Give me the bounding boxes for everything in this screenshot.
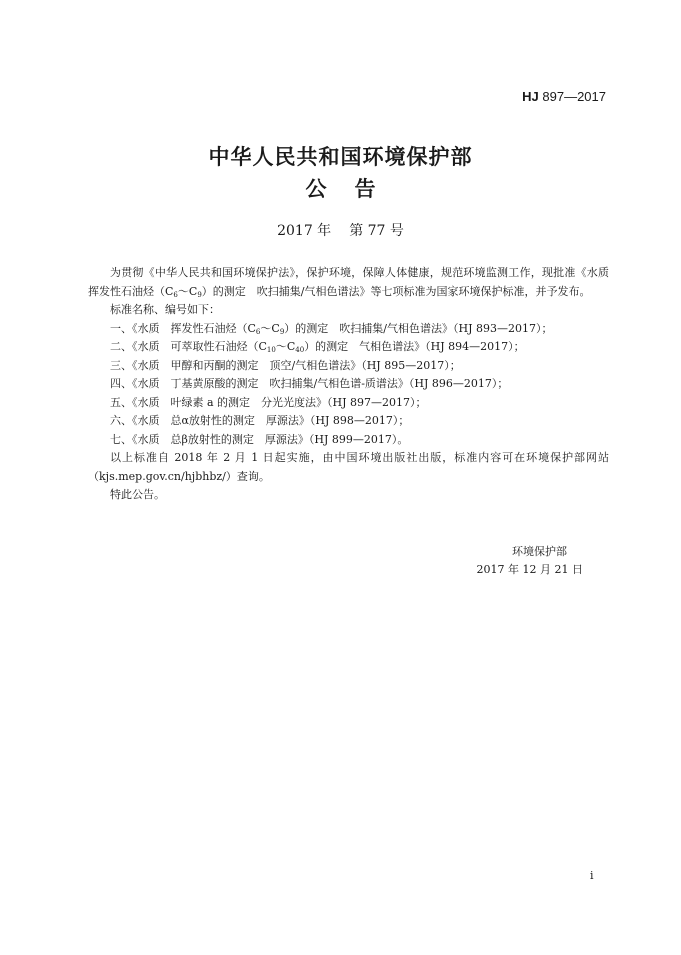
- signature-date: 2017 年 12 月 21 日: [476, 563, 583, 576]
- item2-text-b: ～C: [275, 340, 296, 353]
- announcement-char-1: 公: [305, 177, 327, 201]
- announcement-char-2: 告: [354, 177, 376, 201]
- standard-item-6: 六、《水质 总α放射性的测定 厚源法》（HJ 898—2017）；: [110, 414, 410, 427]
- implementation-paragraph: 以上标准自 2018 年 2 月 1 日起实施，由中国环境出版社出版，标准内容可在环境保护部网站（kjs.mep.gov.cn/hjbhbz/）查询。: [88, 451, 609, 483]
- list-heading: 标准名称、编号如下：: [110, 303, 220, 316]
- announcement-body: [88, 264, 620, 505]
- issue-year: 2017 年: [277, 223, 332, 239]
- standard-code: [522, 89, 606, 104]
- standard-code-number: 897—2017: [538, 89, 606, 104]
- intro-text-c: ）的测定 吹扫捕集/气相色谱法》等七项标准为国家环境保护标准，并予发布。: [201, 284, 591, 298]
- intro-text-a: 为贯彻《中华人民共和国环境保护法》，保护环境，保障人体健康，规范环境监测工作，现批准《水质 挥发性石油烃（C: [88, 266, 620, 298]
- item2-text-a: 二、《水质 可萃取性石油烃（C: [110, 340, 267, 353]
- standard-item-5: 五、《水质 叶绿素 a 的测定 分光光度法》（HJ 897—2017）；: [110, 395, 427, 409]
- closing-line: 特此公告。: [110, 488, 165, 501]
- item1-text-b: ～C: [260, 321, 280, 335]
- item2-subscript-2: 40: [295, 346, 305, 354]
- issue-number: 第 77 号: [349, 223, 404, 239]
- issue-line: [0, 220, 681, 240]
- standard-item-2: [88, 338, 609, 357]
- intro-subscript-2: 9: [197, 290, 202, 299]
- standard-item-1: [88, 320, 609, 339]
- item2-subscript-1: 10: [266, 346, 276, 354]
- announcement-title: [0, 173, 681, 203]
- intro-paragraph: [88, 264, 620, 301]
- item1-text-c: ）的测定 吹扫捕集/气相色谱法》（HJ 893—2017）；: [284, 321, 553, 335]
- intro-subscript-1: 6: [173, 290, 178, 299]
- item1-subscript-2: 9: [279, 327, 285, 336]
- standard-code-prefix: HJ: [522, 89, 539, 104]
- standard-item-7: 七、《水质 总β放射性的测定 厚源法》（HJ 899—2017）。: [110, 432, 409, 446]
- intro-text-b: ～C: [177, 284, 198, 298]
- item2-text-c: ）的测定 气相色谱法》（HJ 894—2017）；: [304, 340, 525, 353]
- item1-subscript-1: 6: [255, 327, 261, 336]
- standard-item-3: 三、《水质 甲醇和丙酮的测定 顶空/气相色谱法》（HJ 895—2017）；: [110, 358, 461, 372]
- ministry-title: 中华人民共和国环境保护部: [208, 145, 473, 169]
- signature-org: 环境保护部: [512, 545, 567, 558]
- item1-text-a: 一、《水质 挥发性石油烃（C: [110, 321, 256, 335]
- standard-item-4: 四、《水质 丁基黄原酸的测定 吹扫捕集/气相色谱-质谱法》（HJ 896—2017）；: [110, 377, 509, 390]
- page-number: i: [590, 869, 594, 882]
